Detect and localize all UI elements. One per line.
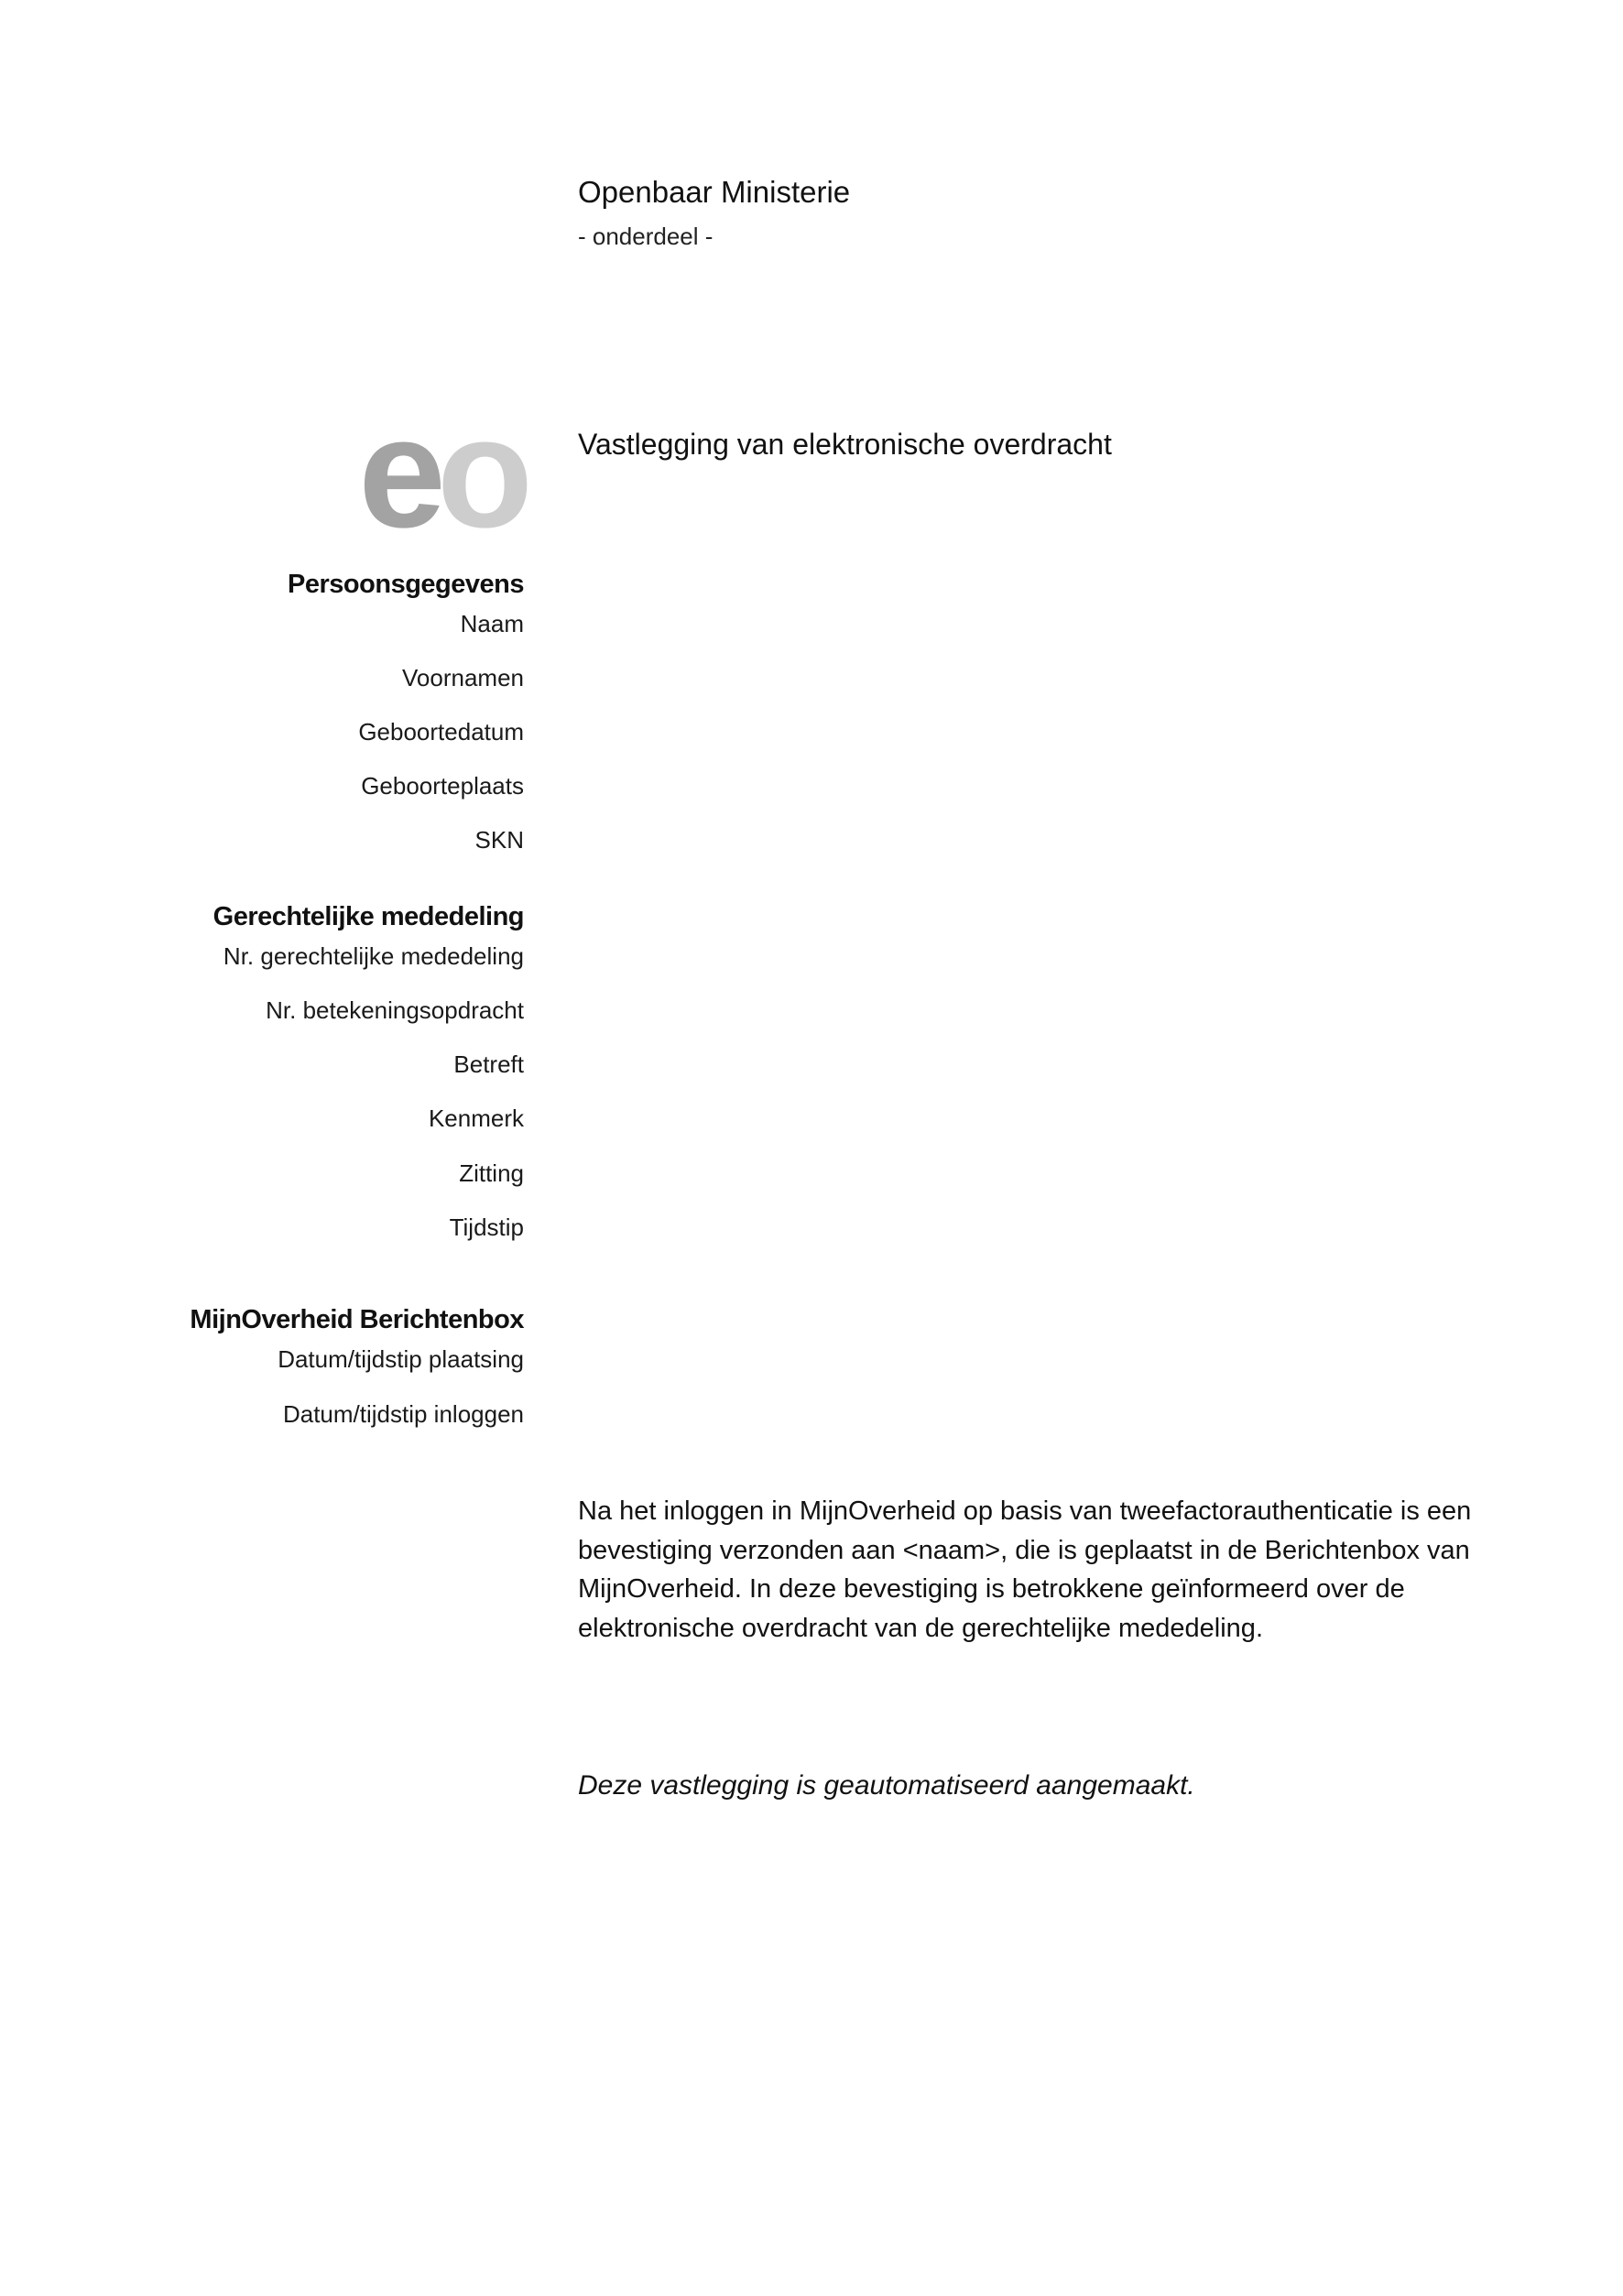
- confirmation-paragraph: Na het inloggen in MijnOverheid op basis van tweefactorauthenticatie is een bevestiging verzonden aan <naam>, die is geplaatst in de Berichtenbox van MijnOverheid. In deze bevestiging is betrokkene geïnformeerd over de elektronische overdracht van de gerechtelijke mededeling.: [578, 1496, 1472, 1643]
- field-label-geboortedatum: Geboortedatum: [358, 718, 524, 745]
- field-label-datum-tijdstip-plaatsing: Datum/tijdstip plaatsing: [278, 1345, 524, 1373]
- field-label-kenmerk: Kenmerk: [428, 1104, 524, 1132]
- field-label-voornamen: Voornamen: [402, 664, 524, 691]
- field-label-betreft: Betreft: [453, 1050, 524, 1078]
- automation-note: Deze vastlegging is geautomatiseerd aangemaakt.: [578, 1770, 1195, 1801]
- field-label-zitting: Zitting: [459, 1159, 524, 1187]
- field-label-nr-gerechtelijke-mededeling: Nr. gerechtelijke mededeling: [223, 942, 524, 970]
- eo-logo: [358, 385, 524, 560]
- organization-unit: - onderdeel -: [578, 223, 713, 250]
- field-label-geboorteplaats: Geboorteplaats: [361, 772, 524, 800]
- field-label-datum-tijdstip-inloggen: Datum/tijdstip inloggen: [282, 1400, 524, 1428]
- section-heading-gerechtelijke-mededeling: Gerechtelijke mededeling: [212, 902, 524, 931]
- logo-letter-e: e: [358, 385, 437, 560]
- field-label-skn: SKN: [474, 826, 524, 854]
- document-title: Vastlegging van elektronische overdracht: [578, 428, 1112, 461]
- organization-name: Openbaar Ministerie: [578, 175, 851, 209]
- logo-letter-o: o: [436, 385, 524, 560]
- field-label-tijdstip: Tijdstip: [449, 1213, 524, 1241]
- field-label-naam: Naam: [460, 610, 524, 637]
- field-label-nr-betekeningsopdracht: Nr. betekeningsopdracht: [266, 996, 524, 1024]
- section-heading-mijnoverheid-berichtenbox: MijnOverheid Berichtenbox: [190, 1305, 524, 1334]
- section-heading-persoonsgegevens: Persoonsgegevens: [288, 570, 524, 599]
